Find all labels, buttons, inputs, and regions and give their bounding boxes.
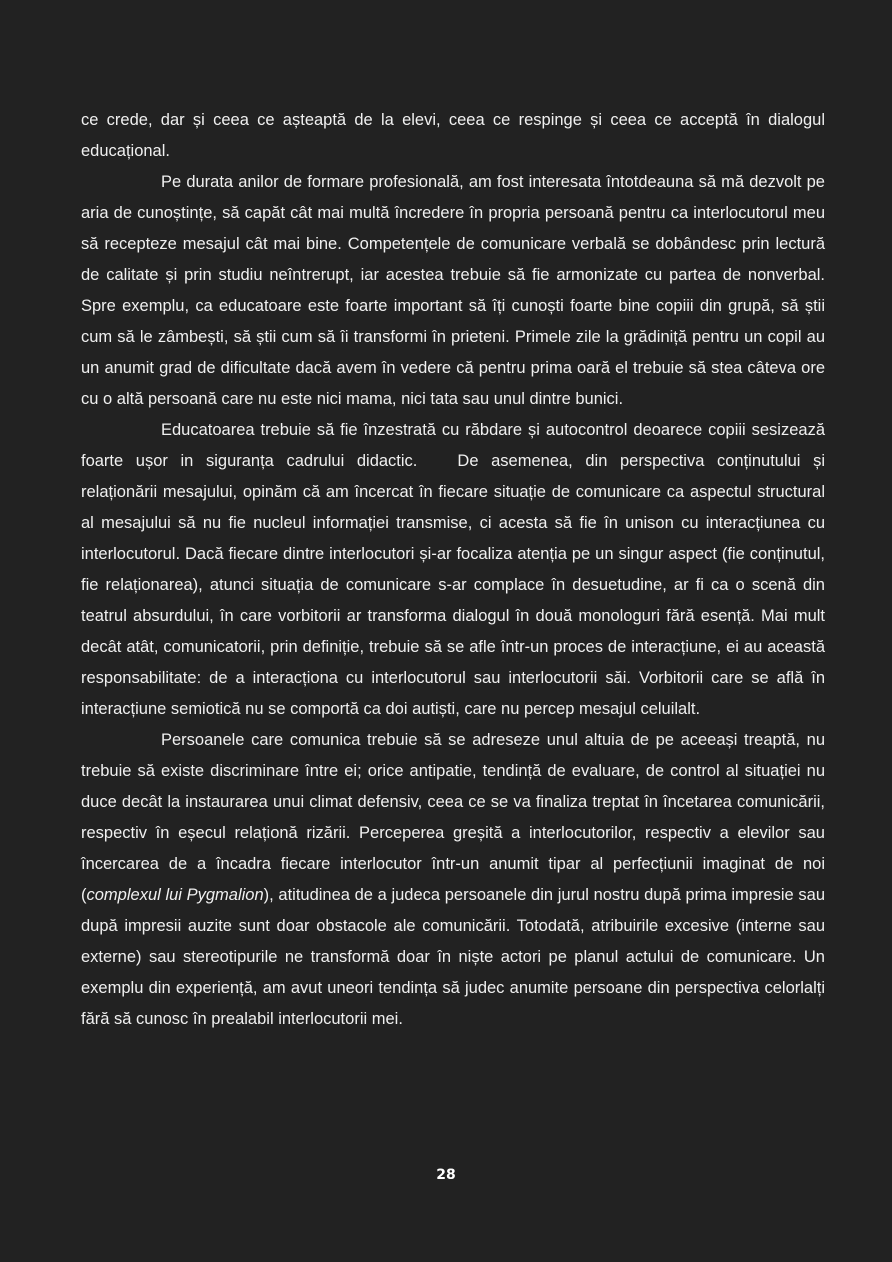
- italic-term-pygmalion: complexul lui Pygmalion: [86, 886, 264, 904]
- paragraph-communication-equality-start: Persoanele care comunica trebuie să se adreseze unul altuia de pe aceeași treaptă, nu trebuie să existe discriminare între ei; orice antipatie, tendință de evaluare, de control al situației nu duce decât la instaurarea unui climat defensiv, ceea ce se va finaliza treptat în încetarea comunicării, respectiv în eșecul relaționă rizării. Perceperea greșită a interlocutorilor, respectiv a elevilor sau încercarea de a încadra fiecare interlocutor într-un anumit tipar al perfecțiunii imaginat de noi (: [81, 731, 825, 904]
- paragraph-communication-equality-end: ), atitudinea de a judeca persoanele din jurul nostru după prima impresie sau după impresii auzite sunt doar obstacole ale comunicării. Totodată, atribuirile excesive (interne sau externe) sau stereotipurile ne transformă doar în niște actori pe planul actului de comunicare. Un exemplu din experiență, am avut uneori tendința să judec anumite persoane din perspectiva celorlalți fără să cunosc în prealabil interlocutorii mei.: [81, 886, 826, 1028]
- document-body: [81, 105, 825, 1035]
- paragraph-communication-equality: [81, 725, 825, 1035]
- paragraph-educator-patience-lead: Educatoarea trebuie să fie înzestrată cu răbdare și autocontrol deoarece copiii sesizează foarte ușor in siguranța cadrului didactic.: [81, 421, 825, 470]
- paragraph-professional-training: Pe durata anilor de formare profesională, am fost interesata întotdeauna să mă dezvolt pe aria de cunoștințe, să capăt cât mai multă încredere în propria persoană pentru ca interlocutorul meu să recepteze mesajul cât mai bine. Competențele de comunicare verbală se dobândesc prin lectură de calitate și prin studiu neîntrerupt, iar acestea trebuie să fie armonizate cu partea de nonverbal. Spre exemplu, ca educatoare este foarte important să îți cunoști foarte bine copiii din grupă, să știi cum să le zâmbești, să știi cum să îi transformi în prieteni. Primele zile la grădiniță pentru un copil au un anumit grad de dificultate dacă avem în vedere că pentru prima oară el trebuie să stea câteva ore cu o altă persoană care nu este nici mama, nici tata sau unul dintre bunici.: [81, 173, 825, 408]
- paragraph-educator-patience: [81, 415, 825, 725]
- paragraph-continuation: ce crede, dar și ceea ce așteaptă de la elevi, ceea ce respinge și ceea ce acceptă în dialogul educațional.: [81, 111, 825, 160]
- paragraph-content-relation: De asemenea, din perspectiva conținutului și relaționării mesajului, opinăm că am încercat în fiecare situație de comunicare ca aspectul structural al mesajului să nu fie nucleul informației transmise, ci acesta să fie în unison cu interacțiunea cu interlocutorul. Dacă fiecare dintre interlocutori și-ar focaliza atenția pe un singur aspect (fie conținutul, fie relaționarea), atunci situația de comunicare s-ar complace în desuetudine, ar fi ca o scenă din teatrul absurdului, în care vorbitorii ar transforma dialogul în două monologuri fără esență. Mai mult decât atât, comunicatorii, prin definiție, trebuie să se afle într-un proces de interacțiune, ei au această responsabilitate: de a interacționa cu interlocutorul sau interlocutorii săi. Vorbitorii care se află în interacțiune semiotică nu se comportă ca doi autiști, care nu percep mesajul celuilalt.: [81, 452, 825, 718]
- page-number: 28: [436, 1167, 456, 1183]
